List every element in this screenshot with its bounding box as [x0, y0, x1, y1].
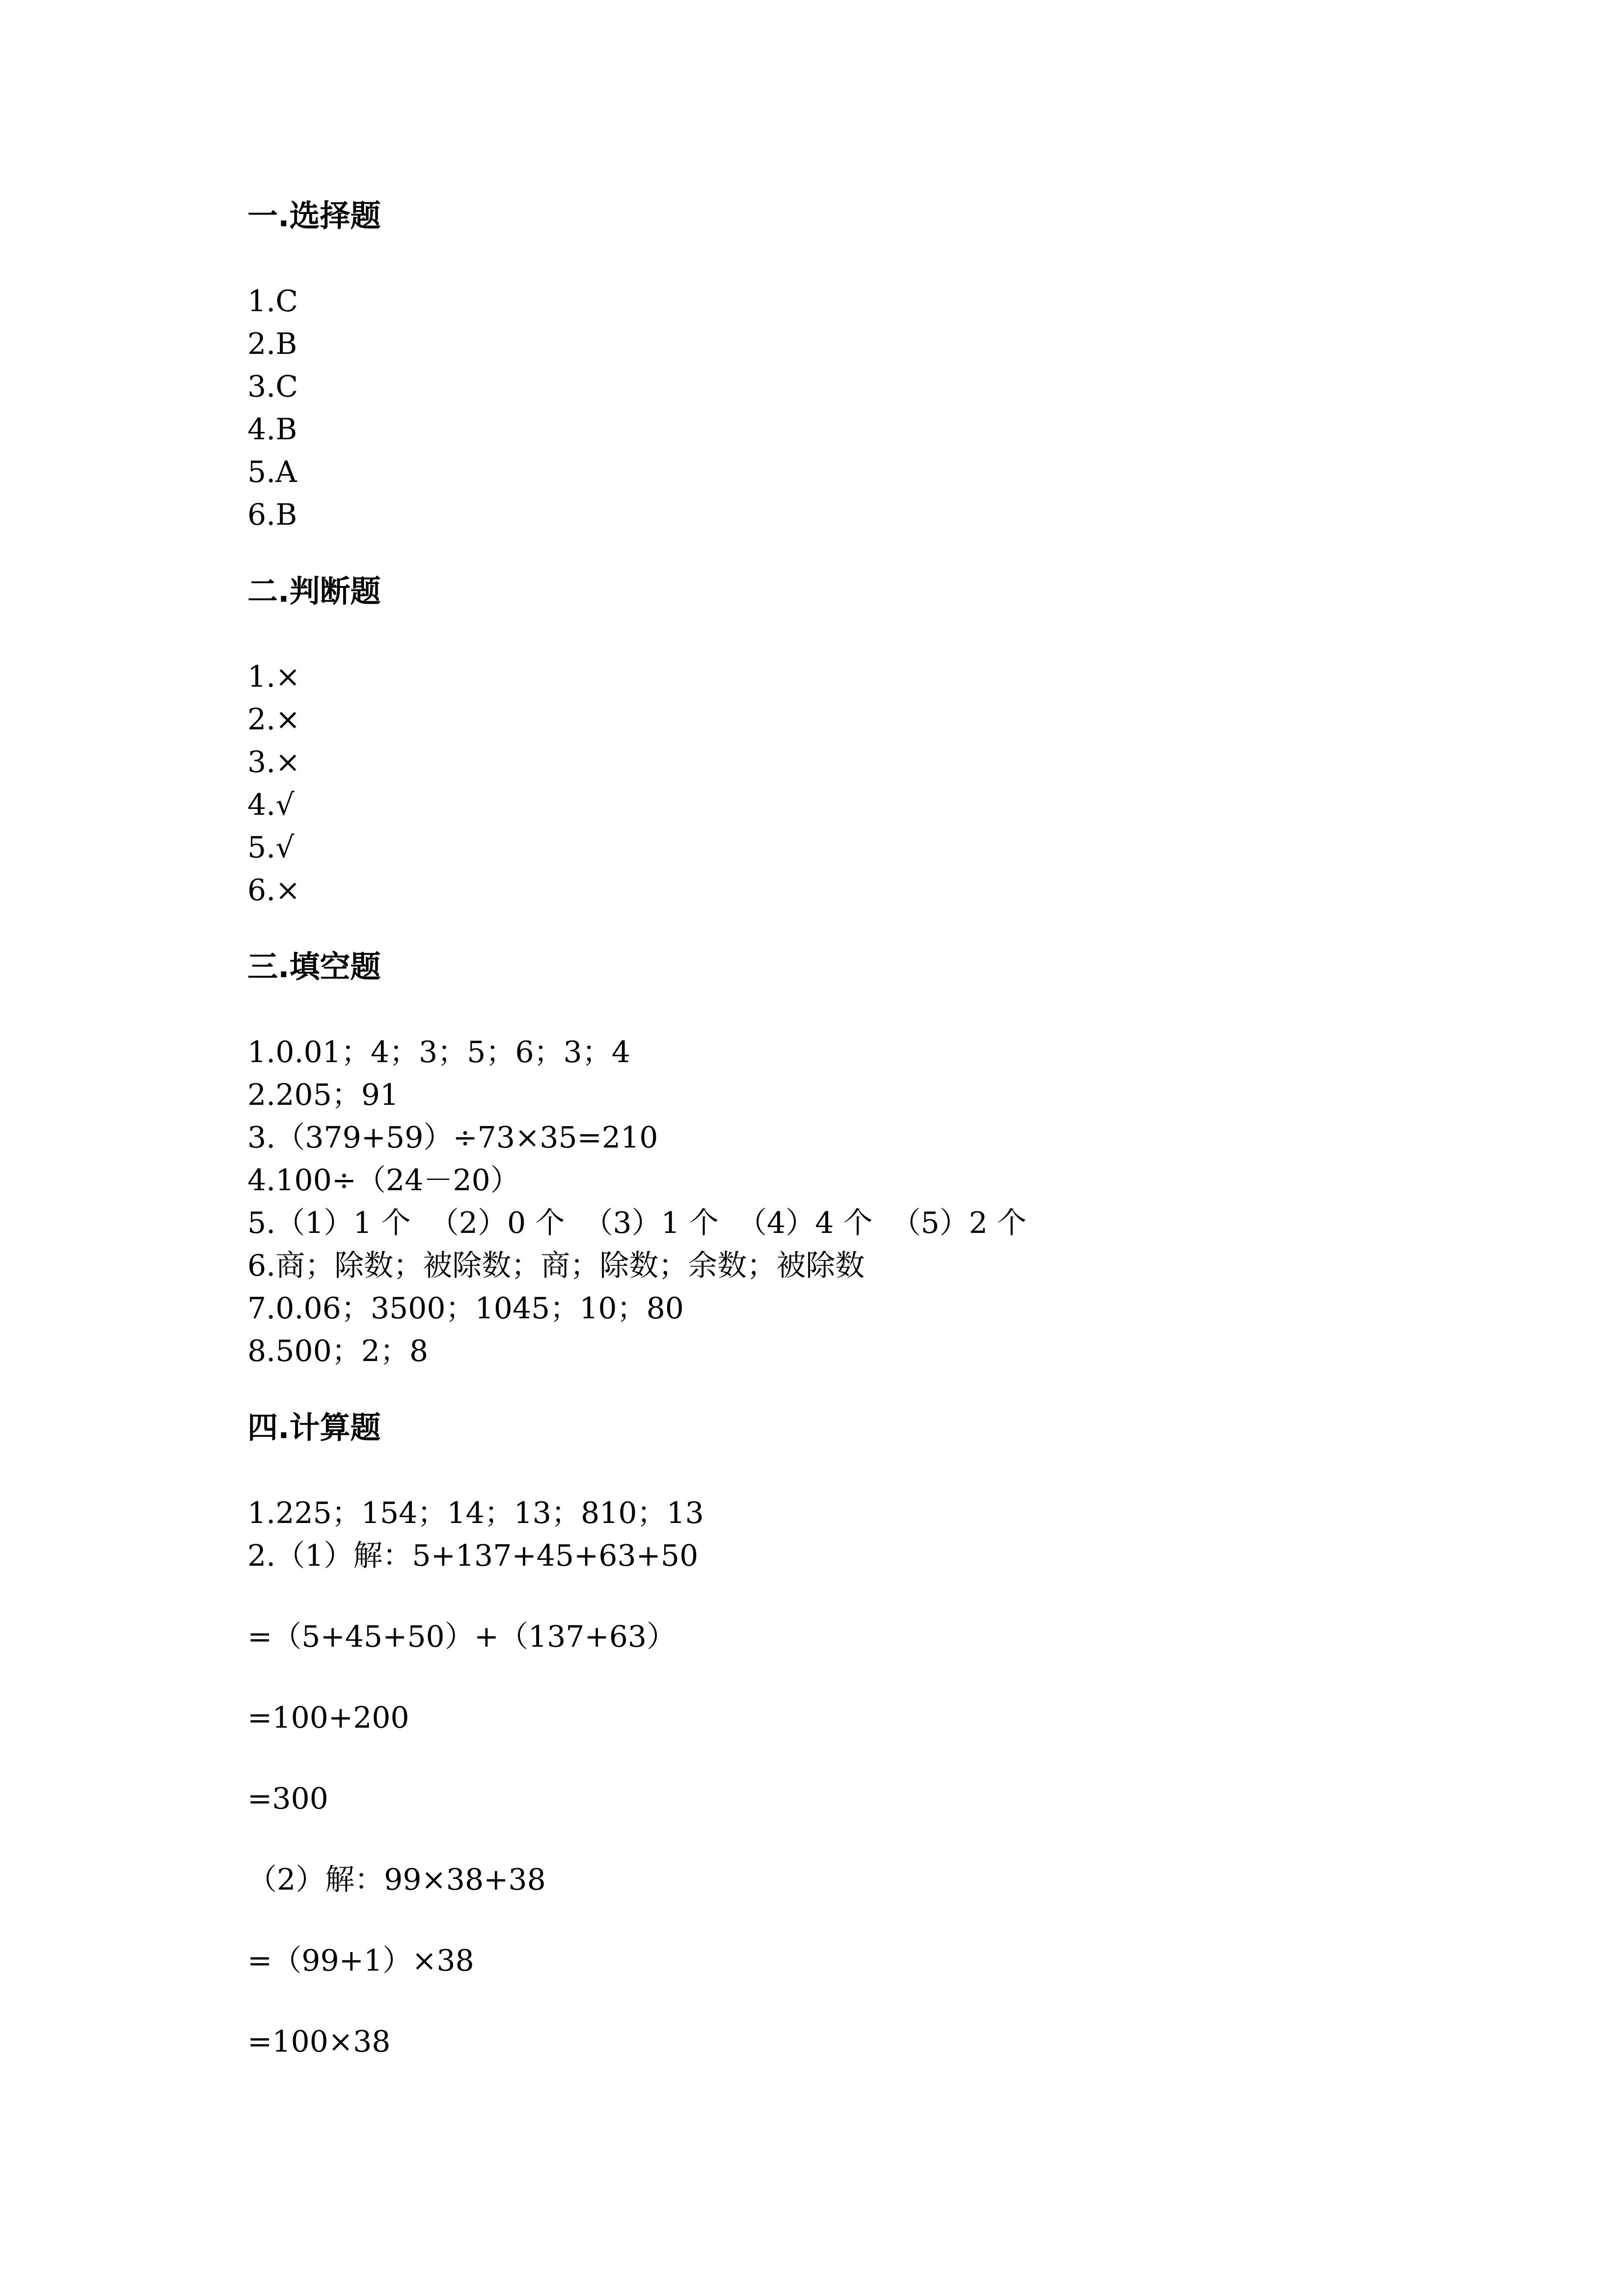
section-title-choice: 一.选择题	[247, 198, 381, 234]
answer-item: 1.0.01；4；3；5；6；3；4	[247, 1035, 630, 1069]
calc-step: =100×38	[247, 2025, 391, 2059]
answer-item: 5.（1）1 个 （2）0 个 （3）1 个 （4）4 个 （5）2 个	[247, 1206, 1027, 1240]
answer-item: 6.×	[247, 873, 300, 908]
answer-item: 2.×	[247, 702, 300, 737]
section-title-fill-blank: 三.填空题	[247, 949, 381, 985]
calc-step: （2）解：99×38+38	[247, 1863, 546, 1897]
calc-step: =（99+1）×38	[247, 1944, 474, 1978]
section-title-judgement: 二.判断题	[247, 573, 381, 609]
answer-item: 2.205；91	[247, 1078, 399, 1112]
answer-item: 4.100÷（24－20）	[247, 1163, 520, 1198]
calc-step: =300	[247, 1782, 328, 1816]
answer-item: 7.0.06；3500；1045；10；80	[247, 1291, 684, 1326]
calc-step: =（5+45+50）+（137+63）	[247, 1620, 677, 1654]
answer-item: 4.√	[247, 788, 295, 822]
calc-step: =100+200	[247, 1701, 409, 1735]
answer-item: 5.A	[247, 455, 297, 489]
answer-item: 6.商；除数；被除数；商；除数；余数；被除数	[247, 1249, 865, 1283]
answer-item: 1.×	[247, 660, 300, 694]
answer-item: 3.（379+59）÷73×35=210	[247, 1121, 658, 1155]
answer-item: 3.×	[247, 745, 300, 779]
section-title-calculation: 四.计算题	[247, 1410, 381, 1445]
answer-item: 5.√	[247, 830, 295, 865]
answer-item: 1.C	[247, 284, 298, 319]
answer-item: 2.（1）解：5+137+45+63+50	[247, 1539, 699, 1573]
answer-item: 4.B	[247, 412, 298, 447]
answer-item: 6.B	[247, 498, 298, 532]
answer-item: 8.500；2；8	[247, 1334, 429, 1368]
answer-item: 3.C	[247, 370, 298, 404]
answer-item: 2.B	[247, 327, 298, 361]
answer-item: 1.225；154；14；13；810；13	[247, 1496, 704, 1530]
